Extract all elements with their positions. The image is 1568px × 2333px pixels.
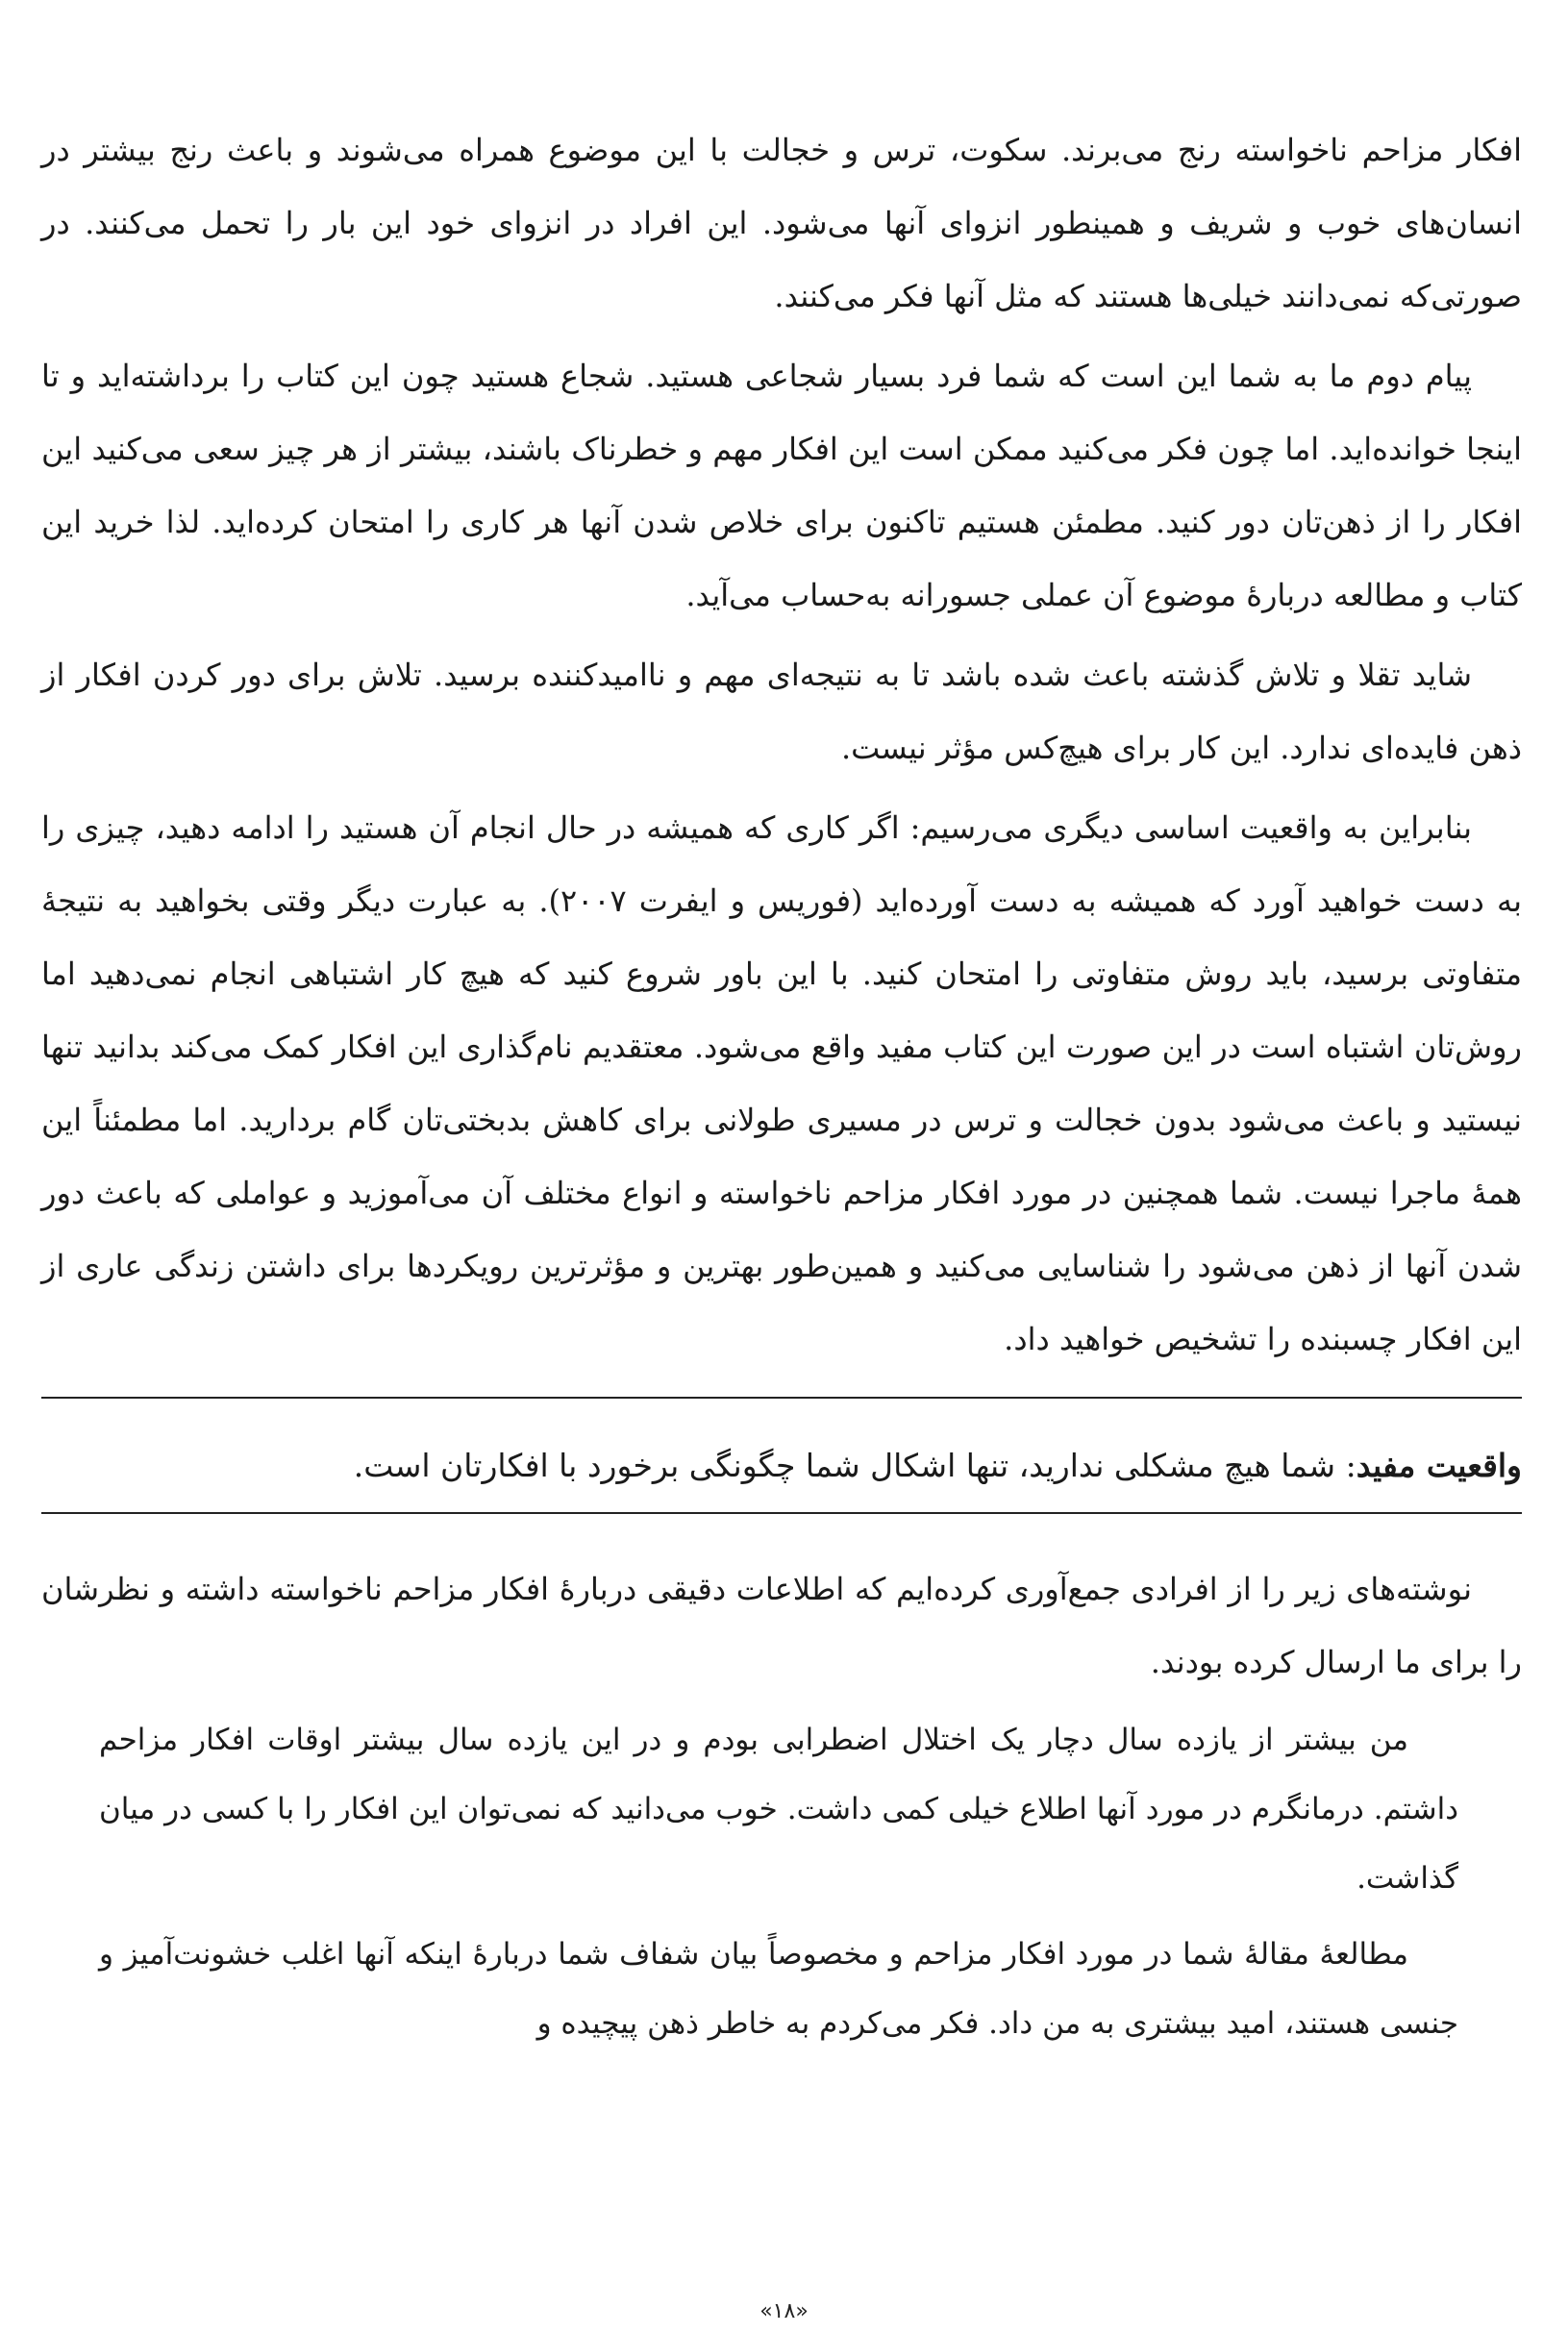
paragraph-3: شاید تقلا و تلاش گذشته باعث شده باشد تا به نتیجه‌ای مهم و ناامیدکننده برسید. تلاش برای دور کردن افکار از ذهن فایده‌ای ندارد. این کار برای هیچ‌کس مؤثر نیست.: [41, 657, 1522, 766]
paragraph-1: افکار مزاحم ناخواسته رنج می‌برند. سکوت، ترس و خجالت با این موضوع همراه می‌شوند و باعث رنج بیشتر در انسان‌های خوب و شریف و همینطور انزوای آنها می‌شود. این افراد در انزوای خود این بار را تحمل می‌کنند. در صورتی‌که نمی‌دانند خیلی‌ها هستند که مثل آنها فکر می‌کنند.: [41, 132, 1522, 314]
callout-top-rule: [41, 1397, 1522, 1399]
callout-bottom-rule: [41, 1512, 1522, 1514]
callout-label: واقعیت مفید: [1356, 1447, 1522, 1484]
paragraph-4: بنابراین به واقعیت اساسی دیگری می‌رسیم: اگر کاری که همیشه در حال انجام آن هستید را ادامه دهید، چیزی را به دست خواهید آورد که همیشه به دست آورده‌اید (فوریس و ایفرت ۲۰۰۷). به عبارت دیگر وقتی بخواهید به نتیجهٔ متفاوتی برسید، باید روش متفاوتی را امتحان کنید. با این باور شروع کنید که هیچ کار اشتباهی انجام نمی‌دهید اما روش‌تان اشتباه است در این صورت این کتاب مفید واقع می‌شود. معتقدیم نام‌گذاری این افکار کمک می‌کند بدانید تنها نیستید و باعث می‌شود بدون خجالت و ترس در مسیری طولانی برای کاهش بدبختی‌تان گام بردارید. اما مطمئناً این همهٔ ماجرا نیست. شما همچنین در مورد افکار مزاحم ناخواسته و انواع مختلف آن می‌آموزید و عواملی که باعث دور شدن آنها از ذهن می‌شود را شناسایی می‌کنید و همین‌طور بهترین و مؤثرترین رویکردها برای داشتن زندگی عاری از این افکار چسبنده را تشخیص خواهید داد.: [41, 809, 1523, 1357]
quote-2: مطالعهٔ مقالهٔ شما در مورد افکار مزاحم و مخصوصاً بیان شفاف شما دربارهٔ اینکه آنها اغلب خشونت‌آمیز و جنسی هستند، امید بیشتری به من داد. فکر می‌کردم به خاطر ذهن پیچیده و: [99, 1937, 1458, 2041]
page-number: «۱۸»: [759, 2299, 809, 2323]
intro-paragraph: نوشته‌های زیر را از افرادی جمع‌آوری کرده‌ایم که اطلاعات دقیقی دربارهٔ افکار مزاحم ناخواسته داشته و نظرشان را برای ما ارسال کرده بودند.: [41, 1571, 1522, 1680]
paragraph-2: پیام دوم ما به شما این است که شما فرد بسیار شجاعی هستید. شجاع هستید چون این کتاب را برداشته‌اید و تا اینجا خوانده‌اید. اما چون فکر می‌کنید ممکن است این افکار مهم و خطرناک باشند، بیشتر از هر چیز سعی می‌کنید این افکار را از ذهن‌تان دور کنید. مطمئن هستیم تاکنون برای خلاص شدن آنها هر کاری را امتحان کرده‌اید. لذا خرید این کتاب و مطالعه دربارهٔ موضوع آن عملی جسورانه به‌حساب می‌آید.: [41, 358, 1523, 613]
helpful-fact-callout: [41, 1420, 1522, 1512]
callout-text: : شما هیچ مشکلی ندارید، تنها اشکال شما چگونگی برخورد با افکارتان است.: [353, 1447, 1356, 1484]
quote-1: من بیشتر از یازده سال دچار یک اختلال اضطرابی بودم و در این یازده سال بیشتر اوقات افکار مزاحم داشتم. درمانگرم در مورد آنها اطلاع خیلی کمی داشت. خوب می‌دانید که نمی‌توان این افکار را با کسی در میان گذاشت.: [99, 1723, 1458, 1896]
page-body: [41, 113, 1522, 2065]
quotes-block: [41, 1705, 1522, 2058]
